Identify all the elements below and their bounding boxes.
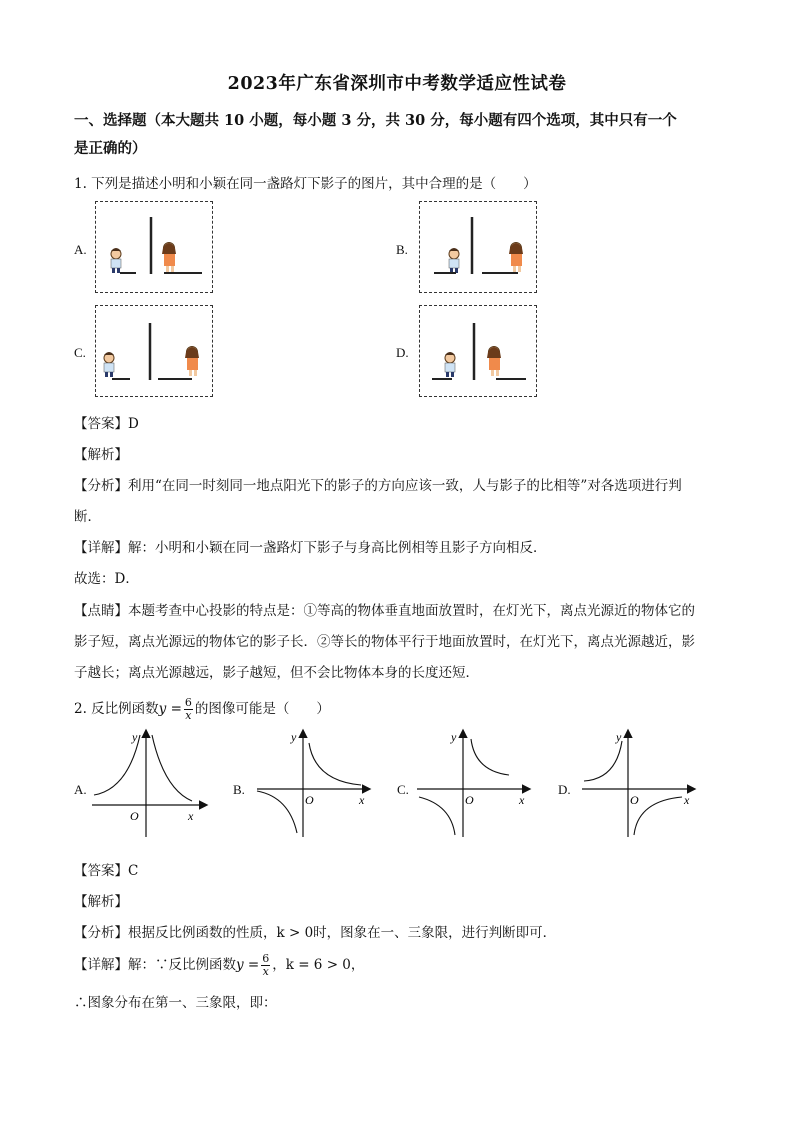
q1-dianjing-line3: 子越长；离点光源越远，影子越短，但不会比物体本身的长度还短．: [74, 665, 479, 681]
q2-stem-prefix: 2. 反比例函数: [74, 701, 159, 717]
q1-option-d-figure[interactable]: [419, 305, 537, 397]
q2-option-a-graph[interactable]: [88, 725, 213, 840]
axis-x-label: x: [684, 793, 690, 807]
q2-option-b-label: B.: [233, 782, 245, 797]
boy-icon: [445, 352, 455, 377]
axis-y-label: y: [291, 730, 297, 744]
q2-stem-suffix: 的图像可能是（ ）: [194, 701, 330, 717]
girl-icon: [509, 243, 523, 273]
q1-xiangjie: 【详解】解：小明和小颖在同一盏路灯下影子与身高比例相等且影子方向相反．: [74, 540, 547, 556]
q2-xiangjie-prefix: 【详解】解：∵反比例函数: [74, 957, 236, 973]
boy-icon: [449, 248, 459, 273]
q1-option-b-figure[interactable]: [419, 201, 537, 293]
q2-xiangjie-frac-num: 6: [262, 952, 270, 965]
q1-option-c-label: C.: [74, 345, 86, 360]
q2-option-c-label: C.: [397, 782, 409, 797]
origin-label: O: [130, 809, 139, 823]
q2-option-d-label: D.: [558, 782, 571, 797]
q1-dianjing-line1: 【点睛】本题考查中心投影的特点是：①等高的物体垂直地面放置时，在灯光下，离点光源近的物体它的: [74, 603, 695, 619]
q2-option-c-graph[interactable]: [413, 725, 538, 840]
girl-icon: [185, 347, 199, 377]
axis-y-label: y: [451, 730, 457, 744]
axis-y-label: y: [132, 730, 138, 744]
q2-xiangjie-suffix: ，k = 6 > 0，: [272, 957, 365, 973]
q2-conclusion: ∴图象分布在第一、三象限，即：: [74, 995, 277, 1011]
q2-answer: 【答案】C: [74, 863, 139, 879]
q1-d-svg: [420, 306, 538, 398]
q2-xiangjie: [74, 953, 364, 978]
q1-dianjing-line2: 影子短，离点光源远的物体它的影子长．②等长的物体平行于地面放置时，在灯光下，离点光源越近，影: [74, 634, 695, 650]
q2-xiangjie-fraction: [261, 953, 270, 978]
girl-icon: [487, 347, 501, 377]
q1-option-a-label: A.: [74, 242, 87, 257]
q1-fenxi-line2: 断．: [74, 509, 101, 525]
girl-icon: [162, 243, 176, 273]
q2-frac-num: 6: [184, 696, 192, 709]
q2-fraction: [184, 697, 193, 722]
q2-option-d-graph[interactable]: [578, 725, 703, 840]
q2-xiangjie-y-eq: y =: [236, 957, 260, 973]
q1-option-d-label: D.: [396, 345, 409, 360]
origin-label: O: [630, 793, 639, 807]
axis-y-label: y: [616, 730, 622, 744]
q1-option-b-label: B.: [396, 242, 408, 257]
origin-label: O: [305, 793, 314, 807]
q1-jiexi: 【解析】: [74, 447, 128, 463]
axis-x-label: x: [188, 809, 194, 823]
q1-option-a-figure[interactable]: [95, 201, 213, 293]
boy-icon: [104, 352, 114, 377]
q1-a-svg: [96, 202, 214, 294]
q2-y-eq: y =: [158, 701, 182, 717]
axis-x-label: x: [359, 793, 365, 807]
q1-b-svg: [420, 202, 538, 294]
origin-label: O: [465, 793, 474, 807]
q2-fenxi: 【分析】根据反比例函数的性质，k > 0时，图象在一、三象限，进行判断即可．: [74, 925, 557, 941]
q2-frac-den: x: [185, 709, 192, 722]
q1-answer: 【答案】D: [74, 416, 139, 432]
section-heading-line2: 是正确的）: [74, 140, 147, 157]
section-heading-line1: 一、选择题（本大题共 10 小题，每小题 3 分，共 30 分，每小题有四个选项，其中只有一个: [74, 112, 677, 129]
page-title: 2023年广东省深圳市中考数学适应性试卷: [227, 74, 567, 94]
q1-option-c-figure[interactable]: [95, 305, 213, 397]
q2-option-b-graph[interactable]: [253, 725, 378, 840]
q1-guxuan: 故选：D．: [74, 571, 139, 587]
q2-jiexi: 【解析】: [74, 894, 128, 910]
q1-c-svg: [96, 306, 214, 398]
boy-icon: [111, 248, 121, 273]
q2-xiangjie-frac-den: x: [262, 965, 269, 978]
q1-stem: 1. 下列是描述小明和小颖在同一盏路灯下影子的图片，其中合理的是（ ）: [74, 176, 537, 192]
q2-option-a-label: A.: [74, 782, 87, 797]
q2-stem: [74, 697, 330, 722]
q1-fenxi-line1: 【分析】利用“在同一时刻同一地点阳光下的影子的方向应该一致，人与影子的比相等”对各选项进行判: [74, 478, 682, 494]
axis-x-label: x: [519, 793, 525, 807]
